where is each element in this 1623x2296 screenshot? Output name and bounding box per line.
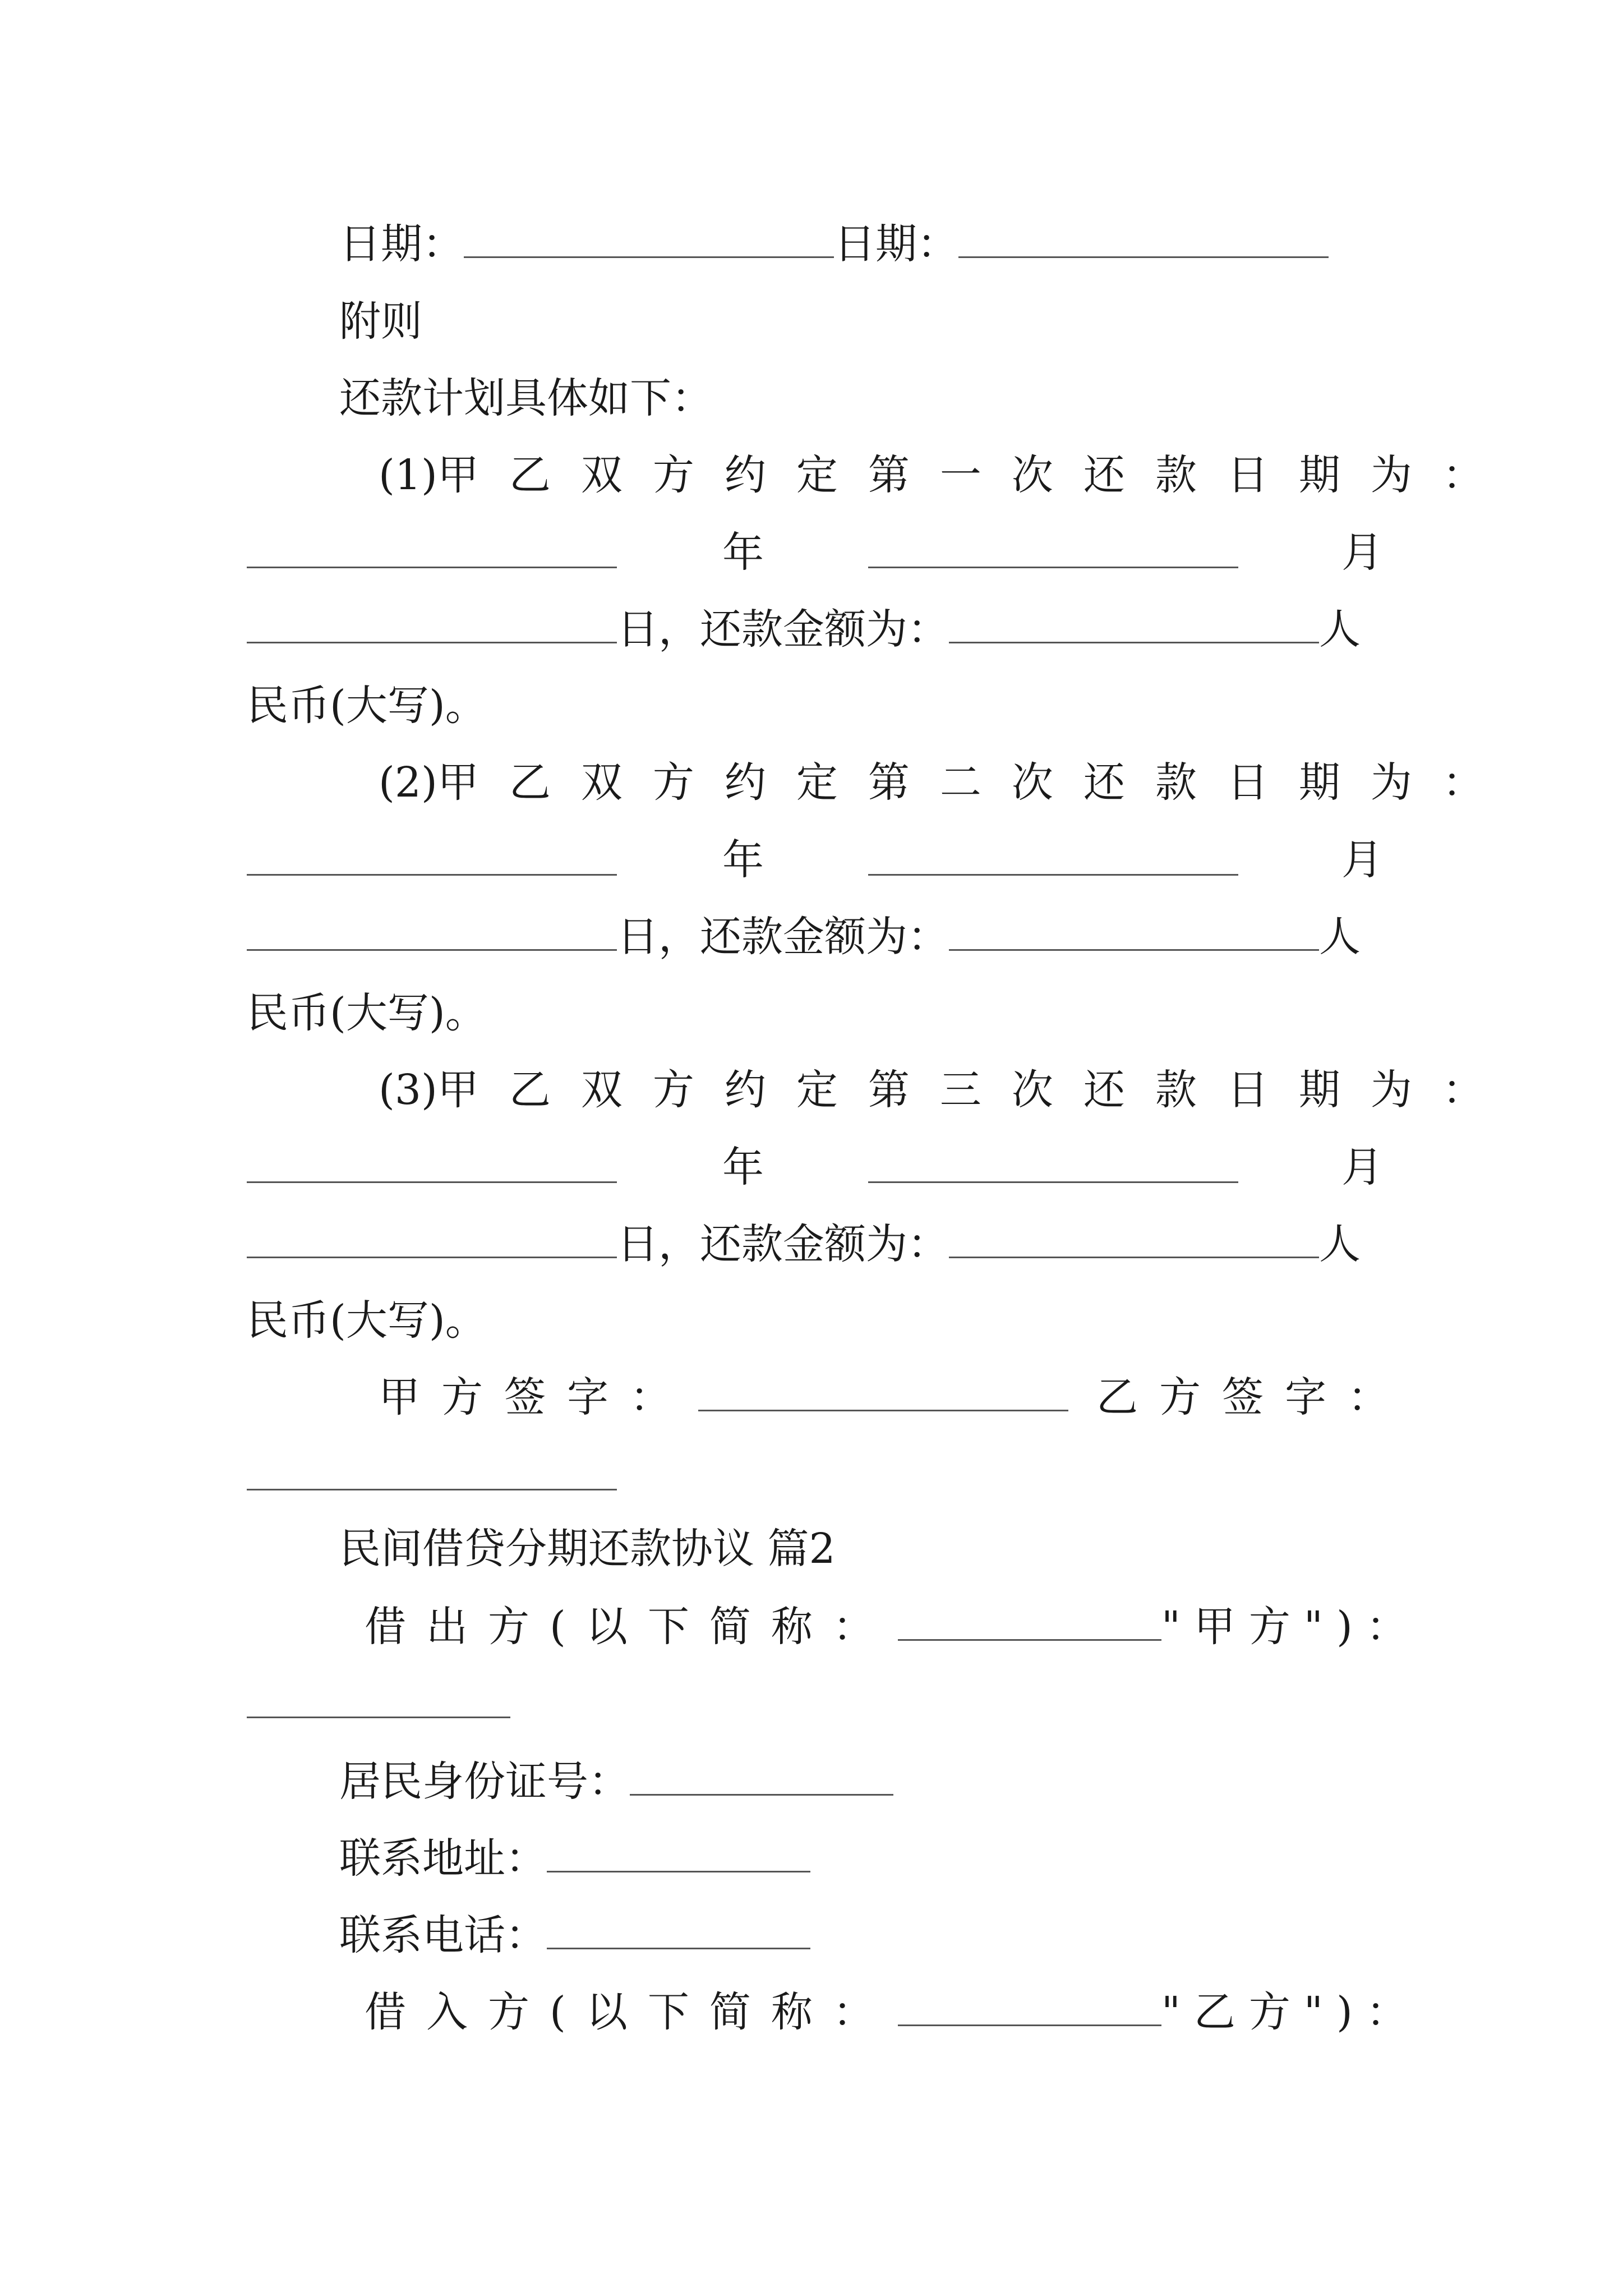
installment-1-currency: 民币(大写)。: [247, 682, 487, 730]
date-label-2: 日期：: [834, 220, 958, 268]
id-line: [339, 1756, 893, 1807]
installment-2-day-amount: 日，还款金额为：: [617, 913, 949, 961]
lender-alias-blank[interactable]: [898, 1604, 1161, 1641]
appendix-title: 附则: [339, 297, 422, 346]
installment-1-amount-blank[interactable]: [949, 607, 1319, 643]
installment-3-day-line: [247, 1219, 1361, 1269]
installment-3-person: 人: [1319, 1220, 1361, 1268]
party-b-signature-label: 乙方签字：: [1096, 1373, 1410, 1421]
phone-label: 联系电话：: [339, 1911, 547, 1959]
installment-2-year-label: 年: [722, 836, 764, 884]
installment-3-amount-blank[interactable]: [949, 1222, 1319, 1258]
borrower-suffix: "乙方")：: [1161, 1988, 1421, 2036]
installment-2-amount-blank[interactable]: [949, 914, 1319, 951]
installment-1-day-blank[interactable]: [247, 607, 617, 643]
address-blank[interactable]: [547, 1836, 810, 1872]
installment-1-person: 人: [1319, 605, 1361, 654]
borrower-alias-blank[interactable]: [898, 1990, 1161, 2026]
installment-3-day-amount: 日，还款金额为：: [617, 1220, 949, 1268]
date-line: [339, 219, 1329, 269]
installment-2-line: [379, 757, 1514, 808]
installment-2-lead: (2): [379, 758, 437, 807]
installment-1-month-blank[interactable]: [868, 567, 1238, 568]
address-label: 联系地址：: [339, 1834, 547, 1883]
lender-suffix: "甲方")：: [1161, 1603, 1421, 1651]
installment-3-text: 甲乙双方约定第三次还款日期为：: [437, 1066, 1514, 1114]
address-line: [339, 1833, 810, 1884]
installment-1-year-blank[interactable]: [247, 567, 617, 568]
installment-2-month-blank[interactable]: [868, 874, 1238, 876]
installment-2-person: 人: [1319, 913, 1361, 961]
installment-3-currency: 民币(大写)。: [247, 1296, 487, 1345]
installment-3-year-blank[interactable]: [247, 1181, 617, 1183]
section2-title: 民间借贷分期还款协议 篇2: [339, 1525, 836, 1573]
installment-2-currency: 民币(大写)。: [247, 989, 487, 1037]
installment-2-text: 甲乙双方约定第二次还款日期为：: [437, 758, 1514, 807]
installment-3-line: [379, 1065, 1514, 1115]
borrower-line: [365, 1987, 1421, 2037]
lender-name-blank[interactable]: [247, 1717, 510, 1718]
installment-2-day-line: [247, 912, 1361, 962]
installment-3-month-blank[interactable]: [868, 1181, 1238, 1183]
installment-2-day-blank[interactable]: [247, 914, 617, 951]
party-a-signature-blank[interactable]: [698, 1375, 1068, 1411]
installment-2-month-label: 月: [1341, 836, 1383, 884]
phone-line: [339, 1910, 810, 1961]
id-blank[interactable]: [630, 1759, 893, 1796]
installment-3-day-blank[interactable]: [247, 1222, 617, 1258]
installment-3-year-label: 年: [722, 1143, 764, 1191]
phone-blank[interactable]: [547, 1913, 810, 1949]
lender-line: [365, 1602, 1421, 1652]
installment-3-month-label: 月: [1341, 1143, 1383, 1191]
installment-1-month-label: 月: [1341, 528, 1383, 577]
date-blank-1[interactable]: [464, 222, 834, 258]
installment-1-day-line: [247, 604, 1361, 655]
lender-prefix: 借出方(以下简称：: [365, 1603, 895, 1651]
installment-1-text: 甲乙双方约定第一次还款日期为：: [437, 451, 1514, 499]
installment-1-line: [379, 450, 1514, 500]
installment-3-lead: (3): [379, 1066, 437, 1114]
installment-1-year-label: 年: [722, 528, 764, 577]
signature-line: [379, 1372, 1410, 1423]
installment-1-lead: (1): [379, 451, 437, 499]
date-blank-2[interactable]: [958, 222, 1329, 258]
installment-2-year-blank[interactable]: [247, 874, 617, 876]
plan-intro: 还款计划具体如下：: [339, 374, 713, 422]
borrower-prefix: 借入方(以下简称：: [365, 1988, 895, 2036]
id-label: 居民身份证号：: [339, 1757, 630, 1806]
date-label-1: 日期：: [339, 220, 464, 268]
party-b-signature-blank[interactable]: [247, 1489, 617, 1490]
installment-1-day-amount: 日，还款金额为：: [617, 605, 949, 654]
party-a-signature-label: 甲方签字：: [379, 1373, 693, 1421]
